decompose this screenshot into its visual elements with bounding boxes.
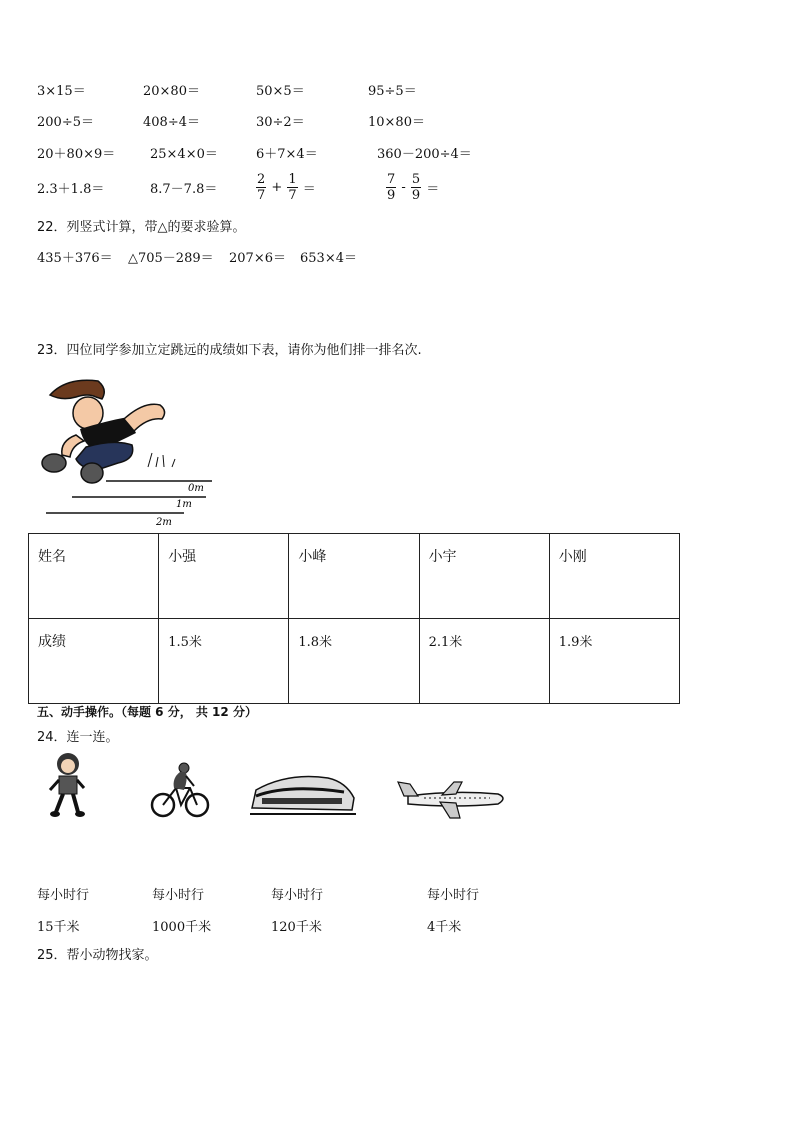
speed-label-4-prefix: 每小时行 [427, 888, 480, 903]
calc-6p7x4: 6＋7×4＝ [256, 147, 318, 162]
label-1m: 1m [176, 499, 192, 510]
label-0m: 0m [188, 483, 204, 494]
bicycle-icon [150, 762, 210, 820]
table-cell: 2.1米 [419, 619, 549, 704]
equals: ＝ [426, 182, 440, 197]
fraction [287, 172, 297, 203]
calc-2.3p1.8: 2.3＋1.8＝ [37, 182, 105, 197]
airplane-icon [394, 776, 510, 820]
equals: ＝ [302, 182, 316, 197]
label-2m: 2m [156, 517, 172, 527]
q22-title: 22．列竖式计算，带△的要求验算。 [37, 220, 246, 235]
table-cell: 小强 [159, 534, 289, 619]
calc-3x15: 3×15＝ [37, 84, 86, 99]
long-jump-illustration [36, 375, 226, 527]
long-jump-score-table [28, 533, 680, 704]
table-cell: 姓名 [29, 534, 159, 619]
calc-360m200div4: 360－200÷4＝ [377, 147, 472, 162]
fraction-numerator: 5 [411, 172, 421, 187]
calc-25x4x0: 25×4×0＝ [150, 147, 218, 162]
fraction-denominator: 9 [387, 188, 396, 203]
operator: - [401, 180, 406, 195]
fraction [386, 172, 396, 203]
table-cell: 成绩 [29, 619, 159, 704]
q22-item-4: 653×4＝ [300, 251, 357, 266]
table-cell: 1.9米 [549, 619, 679, 704]
speed-value-2: 1000千米 [152, 920, 212, 935]
calc-408div4: 408÷4＝ [143, 115, 200, 130]
speed-value-3: 120千米 [271, 920, 322, 935]
q22-item-3: 207×6＝ [229, 251, 286, 266]
table-row [29, 534, 680, 619]
table-cell: 小宇 [419, 534, 549, 619]
calc-20x80: 20×80＝ [143, 84, 200, 99]
q22-item-1: 435＋376＝ [37, 251, 113, 266]
operator: + [271, 180, 283, 195]
calc-fraction-sub [386, 172, 439, 203]
fraction-numerator: 2 [257, 172, 266, 187]
speed-label-1-prefix: 每小时行 [37, 888, 90, 903]
fraction-numerator: 1 [288, 172, 297, 187]
walking-child-icon [46, 752, 90, 818]
fraction-denominator: 7 [288, 188, 297, 203]
calc-10x80: 10×80＝ [368, 115, 425, 130]
q23-title: 23．四位同学参加立定跳远的成绩如下表，请你为他们排一排名次. [37, 343, 422, 358]
speed-label-3-prefix: 每小时行 [271, 888, 324, 903]
calc-8.7m7.8: 8.7－7.8＝ [150, 182, 218, 197]
table-cell: 1.8米 [289, 619, 419, 704]
fraction-denominator: 9 [411, 188, 421, 203]
table-cell: 小峰 [289, 534, 419, 619]
q22-item-2: △705－289＝ [128, 251, 214, 266]
calc-20p80x9: 20＋80×9＝ [37, 147, 116, 162]
calc-30div2: 30÷2＝ [256, 115, 305, 130]
table-cell: 1.5米 [159, 619, 289, 704]
table-cell: 小刚 [549, 534, 679, 619]
section-5-title: 五、动手操作。（每题 6 分， 共 12 分） [37, 705, 257, 719]
speed-label-2-prefix: 每小时行 [152, 888, 205, 903]
speed-value-4: 4千米 [427, 920, 462, 935]
calc-200div5: 200÷5＝ [37, 115, 94, 130]
calc-fraction-add [256, 172, 316, 203]
calc-50x5: 50×5＝ [256, 84, 305, 99]
high-speed-train-icon [248, 768, 358, 820]
fraction-denominator: 7 [257, 188, 266, 203]
table-row [29, 619, 680, 704]
speed-value-1: 15千米 [37, 920, 80, 935]
fraction [256, 172, 266, 203]
q25-title: 25．帮小动物找家。 [37, 948, 158, 963]
q24-title: 24．连一连。 [37, 730, 119, 745]
calc-95div5: 95÷5＝ [368, 84, 417, 99]
fraction [411, 172, 421, 203]
fraction-numerator: 7 [387, 172, 396, 187]
